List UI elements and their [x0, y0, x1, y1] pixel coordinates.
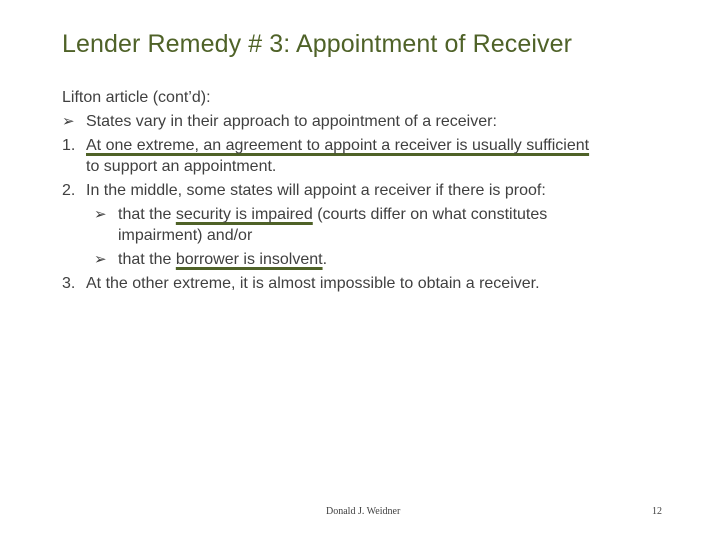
sub-bullet-text	[118, 248, 327, 272]
numbered-item-3	[62, 272, 702, 296]
arrow-bullet-icon: ➢	[62, 113, 75, 130]
sub-bullet-2	[62, 248, 702, 272]
continuation-text: impairment) and/or	[118, 227, 253, 244]
slide-title: Lender Remedy # 3: Appointment of Receiver	[62, 30, 573, 58]
prefix-text: that the	[118, 251, 176, 268]
suffix-text: (courts differ on what constitutes	[312, 206, 548, 223]
item-text: At the other extreme, it is almost impossible to obtain a receiver.	[86, 275, 540, 292]
numbered-item-1	[62, 134, 702, 155]
item-number: 3.	[62, 275, 76, 292]
underlined-text: borrower is insolvent	[175, 251, 323, 268]
intro-line	[62, 86, 702, 110]
slide-body	[62, 86, 702, 296]
numbered-item-2	[62, 179, 702, 203]
suffix-text: .	[322, 251, 328, 268]
bullet-point-a	[62, 110, 702, 134]
footer-author: Donald J. Weidner	[326, 506, 401, 517]
numbered-item-1-continuation	[62, 155, 702, 179]
continuation-text: to support an appointment.	[86, 158, 277, 175]
item-text: In the middle, some states will appoint a receiver if there is proof:	[86, 182, 546, 199]
underlined-text: At one extreme, an agreement to appoint a receiver is usually sufficient	[86, 137, 590, 154]
intro-text: Lifton article (cont’d):	[62, 89, 211, 106]
bullet-text: States vary in their approach to appointment of a receiver:	[86, 113, 497, 130]
item-number: 1.	[62, 137, 76, 154]
item-number: 2.	[62, 182, 76, 199]
page-number: 12	[652, 506, 662, 517]
sub-bullet-1	[62, 203, 702, 224]
underlined-text: security is impaired	[175, 206, 313, 223]
prefix-text: that the	[118, 206, 176, 223]
arrow-bullet-icon: ➢	[94, 206, 107, 223]
arrow-bullet-icon: ➢	[94, 251, 107, 268]
sub-bullet-1-continuation	[62, 224, 702, 248]
